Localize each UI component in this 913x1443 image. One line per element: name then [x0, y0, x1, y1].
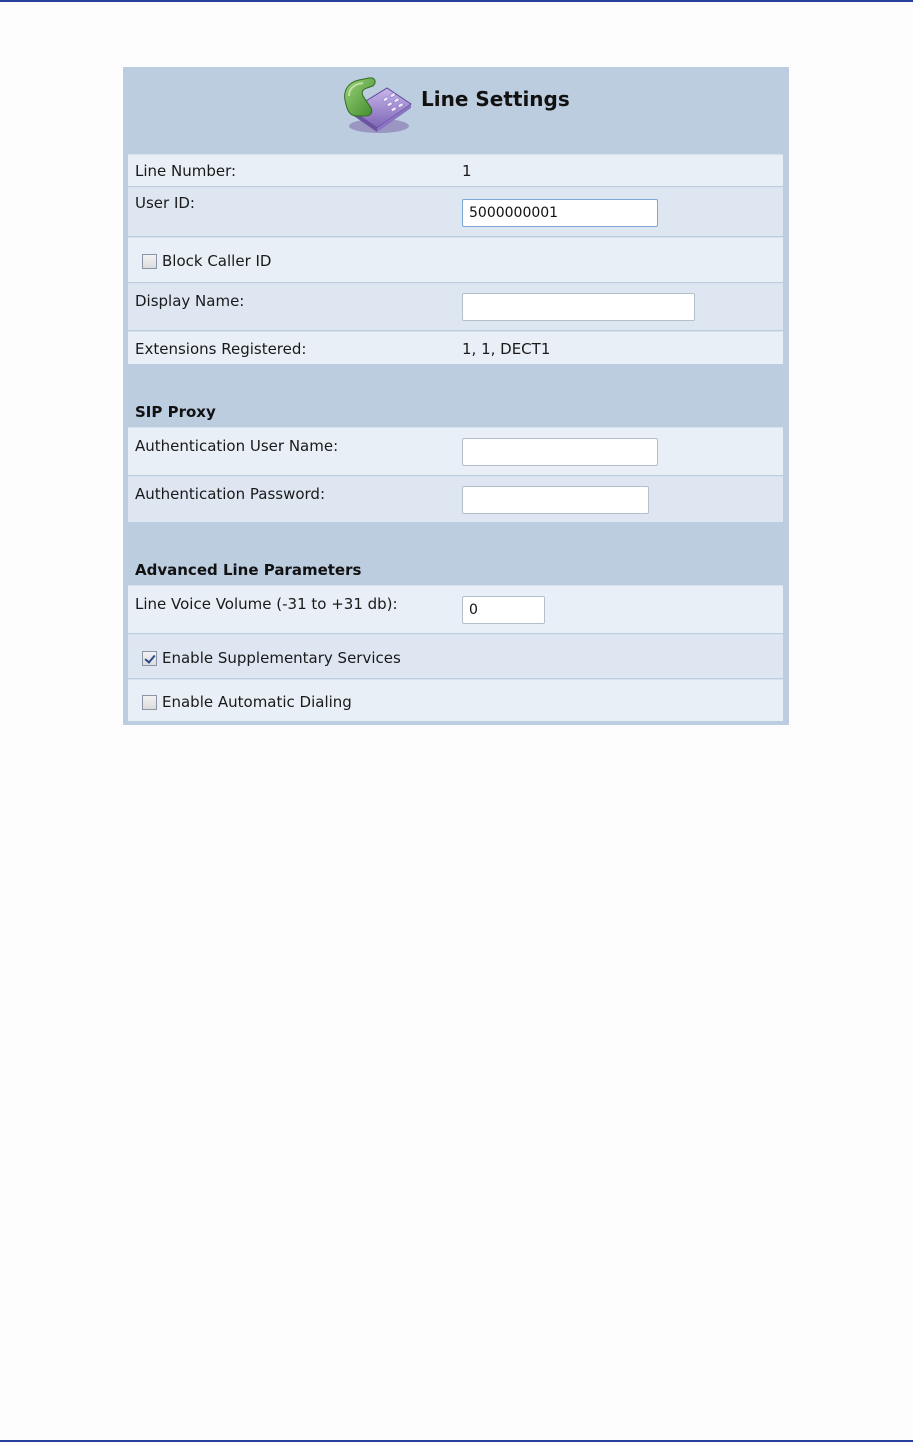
- block-caller-id-control[interactable]: [142, 252, 271, 270]
- extensions-registered-value: 1, 1, DECT1: [462, 340, 551, 358]
- block-caller-id-row: [128, 237, 783, 282]
- user-id-row: [128, 187, 783, 236]
- auth-user-name-label: Authentication User Name:: [135, 437, 339, 455]
- user-id-label: User ID:: [135, 194, 195, 212]
- automatic-dialing-control[interactable]: [142, 693, 352, 711]
- extensions-registered-label: Extensions Registered:: [135, 340, 307, 358]
- line-number-row: [128, 154, 783, 186]
- auth-password-input[interactable]: [462, 486, 649, 514]
- line-number-label: Line Number:: [135, 162, 237, 180]
- auth-user-name-row: [128, 427, 783, 475]
- supplementary-services-control[interactable]: [142, 649, 401, 667]
- automatic-dialing-label: Enable Automatic Dialing: [162, 693, 352, 711]
- supplementary-services-row: [128, 634, 783, 678]
- automatic-dialing-row: [128, 679, 783, 721]
- display-name-label: Display Name:: [135, 292, 245, 310]
- block-caller-id-checkbox[interactable]: [142, 254, 157, 269]
- extensions-registered-row: [128, 331, 783, 364]
- page-title: Line Settings: [421, 87, 570, 111]
- auth-user-name-input[interactable]: [462, 438, 658, 466]
- advanced-line-parameters-heading: Advanced Line Parameters: [135, 561, 362, 579]
- auth-password-row: [128, 476, 783, 522]
- voice-volume-input[interactable]: [462, 596, 545, 624]
- line-number-value: 1: [462, 162, 472, 180]
- sip-proxy-heading: SIP Proxy: [135, 403, 216, 421]
- user-id-input[interactable]: [462, 199, 658, 227]
- supplementary-services-checkbox[interactable]: [142, 651, 157, 666]
- block-caller-id-label: Block Caller ID: [162, 252, 272, 270]
- voice-volume-label: Line Voice Volume (-31 to +31 db):: [135, 595, 398, 613]
- automatic-dialing-checkbox[interactable]: [142, 695, 157, 710]
- display-name-row: [128, 283, 783, 330]
- phone-icon: [341, 74, 415, 136]
- panel-header: [123, 67, 789, 153]
- auth-password-label: Authentication Password:: [135, 485, 325, 503]
- line-settings-panel: [123, 67, 789, 725]
- page-top-rule: [0, 0, 913, 2]
- display-name-input[interactable]: [462, 293, 695, 321]
- voice-volume-row: [128, 585, 783, 633]
- supplementary-services-label: Enable Supplementary Services: [162, 649, 401, 667]
- page-bottom-rule: [0, 1440, 913, 1442]
